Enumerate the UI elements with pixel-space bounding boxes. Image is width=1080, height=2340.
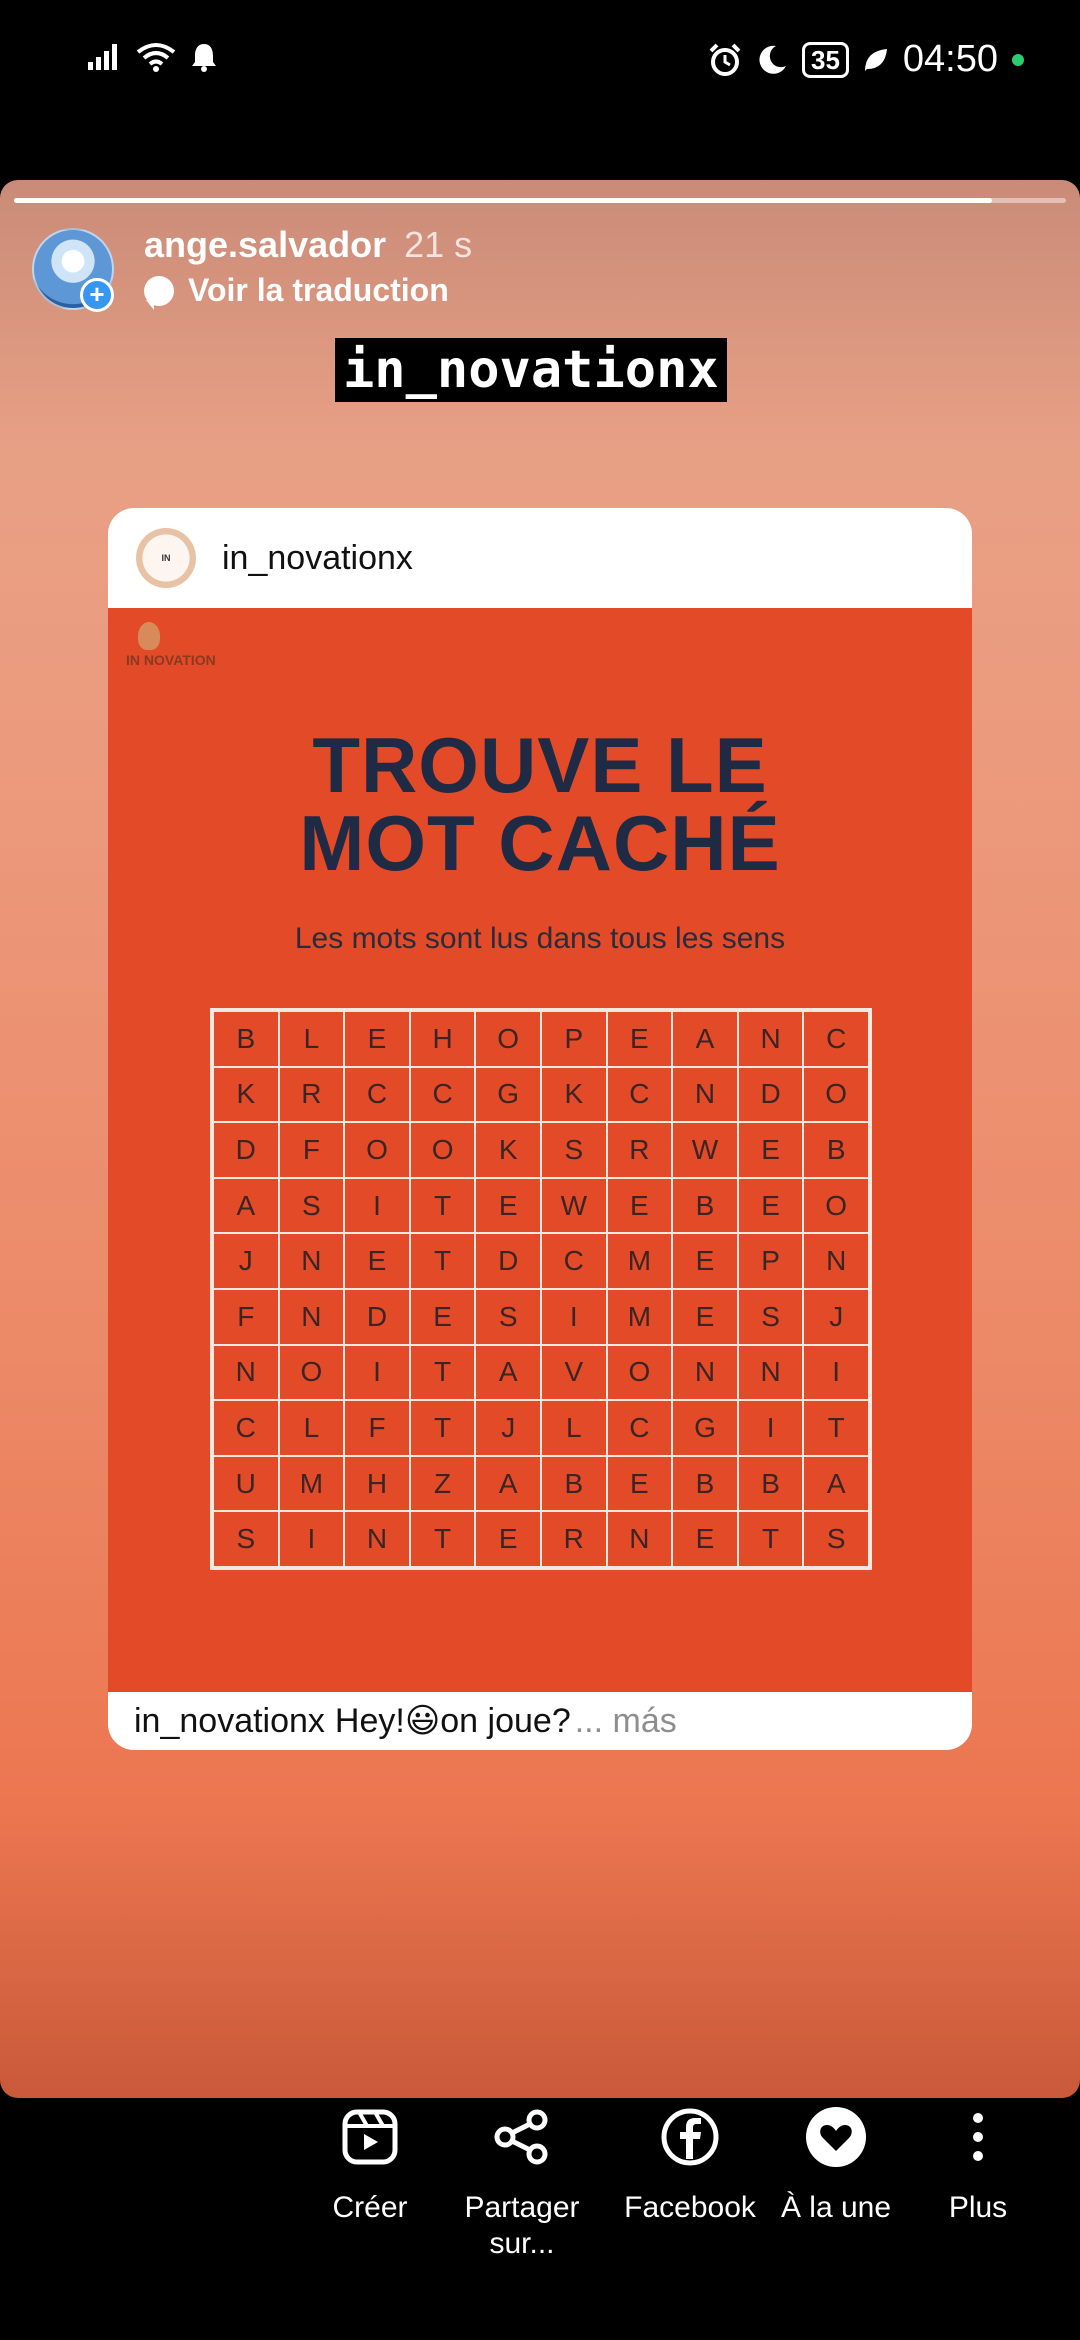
moon-icon (756, 44, 788, 76)
bell-icon (190, 42, 218, 72)
battery-indicator: 35 (802, 42, 849, 78)
grid-cell: E (738, 1178, 804, 1234)
grid-cell: I (279, 1511, 345, 1567)
grid-cell: F (213, 1289, 279, 1345)
grid-cell: O (279, 1345, 345, 1401)
grid-cell: S (279, 1178, 345, 1234)
grid-cell: J (213, 1233, 279, 1289)
story-action-bar (0, 2098, 1080, 2340)
grid-cell: E (475, 1511, 541, 1567)
grid-cell: E (672, 1289, 738, 1345)
grid-cell: C (541, 1233, 607, 1289)
grid-cell: C (213, 1400, 279, 1456)
grid-cell: P (738, 1233, 804, 1289)
brand-logo-text: IN NOVATION (126, 652, 216, 668)
caption-text: Hey!😃on joue? (334, 1702, 571, 1740)
grid-cell: T (410, 1345, 476, 1401)
caption-more-link[interactable]: ... más (574, 1701, 677, 1740)
share-to-button[interactable] (442, 2098, 602, 2262)
post-avatar[interactable]: IN (136, 528, 196, 588)
grid-cell: I (344, 1345, 410, 1401)
status-left (88, 42, 218, 72)
grid-cell: H (410, 1011, 476, 1067)
grid-cell: K (541, 1067, 607, 1123)
grid-cell: O (803, 1067, 869, 1123)
grid-cell: N (607, 1511, 673, 1567)
grid-cell: N (344, 1511, 410, 1567)
grid-cell: E (344, 1233, 410, 1289)
grid-cell: N (213, 1345, 279, 1401)
grid-cell: O (475, 1011, 541, 1067)
grid-cell: G (672, 1400, 738, 1456)
grid-cell: S (541, 1122, 607, 1178)
grid-cell: J (803, 1289, 869, 1345)
story-progress-bar (14, 198, 1066, 203)
word-search-grid (210, 1008, 872, 1570)
grid-cell: Z (410, 1456, 476, 1512)
more-label: Plus (948, 2191, 1008, 2224)
grid-cell: B (213, 1011, 279, 1067)
post-header[interactable] (108, 508, 972, 608)
grid-cell: N (738, 1345, 804, 1401)
more-icon (968, 2112, 988, 2162)
grid-cell: A (672, 1011, 738, 1067)
grid-cell: S (475, 1289, 541, 1345)
grid-cell: S (213, 1511, 279, 1567)
grid-cell: B (738, 1456, 804, 1512)
caption-username[interactable]: in_novationx (134, 1701, 325, 1740)
grid-cell: W (672, 1122, 738, 1178)
see-translation-button[interactable] (144, 272, 449, 309)
grid-cell: K (475, 1122, 541, 1178)
grid-cell: B (803, 1122, 869, 1178)
puzzle-title-line1: TROUVE LE (312, 721, 768, 809)
grid-cell: I (344, 1178, 410, 1234)
signal-icon (88, 44, 122, 70)
grid-cell: N (672, 1067, 738, 1123)
grid-cell: B (672, 1456, 738, 1512)
grid-cell: C (607, 1067, 673, 1123)
story-username[interactable]: ange.salvador (144, 224, 387, 265)
grid-cell: N (279, 1233, 345, 1289)
mention-sticker[interactable]: in_novationx (335, 338, 727, 402)
grid-cell: I (738, 1400, 804, 1456)
wifi-icon (136, 42, 176, 72)
create-button[interactable] (290, 2098, 450, 2226)
puzzle-title (108, 721, 972, 887)
reels-icon (341, 2108, 399, 2166)
grid-cell: T (410, 1511, 476, 1567)
highlight-button[interactable] (756, 2098, 916, 2226)
story-viewer[interactable] (0, 180, 1080, 2098)
brand-logo (126, 652, 216, 668)
grid-cell: O (410, 1122, 476, 1178)
grid-cell: O (607, 1345, 673, 1401)
grid-cell: W (541, 1178, 607, 1234)
share-to-label: Partager sur... (464, 2191, 580, 2260)
grid-cell: E (475, 1178, 541, 1234)
story-time-ago: 21 s (404, 224, 473, 265)
shared-post-card[interactable] (108, 508, 972, 1750)
create-label: Créer (332, 2191, 408, 2224)
grid-cell: M (607, 1233, 673, 1289)
leaf-icon (863, 47, 889, 73)
grid-cell: L (279, 1011, 345, 1067)
puzzle-title-line2: MOT CACHÉ (299, 799, 781, 887)
more-button[interactable] (898, 2098, 1058, 2226)
grid-cell: T (410, 1233, 476, 1289)
grid-cell: K (213, 1067, 279, 1123)
grid-cell: N (738, 1011, 804, 1067)
add-story-icon[interactable]: + (80, 278, 114, 312)
privacy-indicator-dot (1012, 54, 1024, 66)
puzzle-subtitle: Les mots sont lus dans tous les sens (294, 922, 786, 955)
grid-cell: B (541, 1456, 607, 1512)
grid-cell: T (410, 1178, 476, 1234)
grid-cell: S (803, 1511, 869, 1567)
grid-cell: D (738, 1067, 804, 1123)
grid-cell: G (475, 1067, 541, 1123)
grid-cell: R (279, 1067, 345, 1123)
grid-cell: T (803, 1400, 869, 1456)
grid-cell: O (344, 1122, 410, 1178)
grid-cell: B (672, 1178, 738, 1234)
grid-cell: E (607, 1456, 673, 1512)
grid-cell: L (279, 1400, 345, 1456)
grid-cell: R (541, 1511, 607, 1567)
grid-cell: S (738, 1289, 804, 1345)
grid-cell: J (475, 1400, 541, 1456)
grid-cell: E (607, 1011, 673, 1067)
grid-cell: M (607, 1289, 673, 1345)
grid-cell: D (344, 1289, 410, 1345)
grid-cell: A (213, 1178, 279, 1234)
post-caption[interactable] (108, 1692, 972, 1750)
grid-cell: A (475, 1345, 541, 1401)
grid-cell: C (410, 1067, 476, 1123)
alarm-icon (708, 43, 742, 77)
status-bar (0, 0, 1080, 120)
grid-cell: C (344, 1067, 410, 1123)
grid-cell: A (475, 1456, 541, 1512)
facebook-icon (660, 2107, 720, 2167)
grid-cell: C (607, 1400, 673, 1456)
grid-cell: D (475, 1233, 541, 1289)
grid-cell: P (541, 1011, 607, 1067)
grid-cell: E (607, 1178, 673, 1234)
highlight-label: À la une (780, 2191, 892, 2224)
facebook-label: Facebook (624, 2191, 756, 2224)
grid-cell: V (541, 1345, 607, 1401)
grid-cell: L (541, 1400, 607, 1456)
grid-cell: F (344, 1400, 410, 1456)
speech-bubble-icon (144, 276, 174, 306)
grid-cell: N (803, 1233, 869, 1289)
grid-cell: I (803, 1345, 869, 1401)
facebook-button[interactable] (610, 2098, 770, 2226)
status-right (708, 38, 1024, 81)
grid-cell: U (213, 1456, 279, 1512)
share-icon (493, 2108, 551, 2166)
grid-cell: F (279, 1122, 345, 1178)
grid-cell: E (672, 1511, 738, 1567)
grid-cell: C (803, 1011, 869, 1067)
lightbulb-icon (138, 622, 160, 650)
grid-cell: M (279, 1456, 345, 1512)
grid-cell: E (738, 1122, 804, 1178)
grid-cell: E (344, 1011, 410, 1067)
see-translation-label: Voir la traduction (188, 272, 449, 308)
grid-cell: N (672, 1345, 738, 1401)
story-header[interactable] (144, 224, 472, 266)
grid-cell: R (607, 1122, 673, 1178)
grid-cell: T (410, 1400, 476, 1456)
post-image (108, 608, 972, 1692)
grid-cell: D (213, 1122, 279, 1178)
post-username[interactable]: in_novationx (222, 538, 413, 577)
grid-cell: I (541, 1289, 607, 1345)
clock: 04:50 (902, 38, 998, 80)
grid-cell: N (279, 1289, 345, 1345)
heart-icon (805, 2106, 867, 2168)
grid-cell: E (672, 1233, 738, 1289)
grid-cell: T (738, 1511, 804, 1567)
story-progress-fill (14, 198, 992, 203)
grid-cell: H (344, 1456, 410, 1512)
grid-cell: E (410, 1289, 476, 1345)
grid-cell: O (803, 1178, 869, 1234)
grid-cell: A (803, 1456, 869, 1512)
